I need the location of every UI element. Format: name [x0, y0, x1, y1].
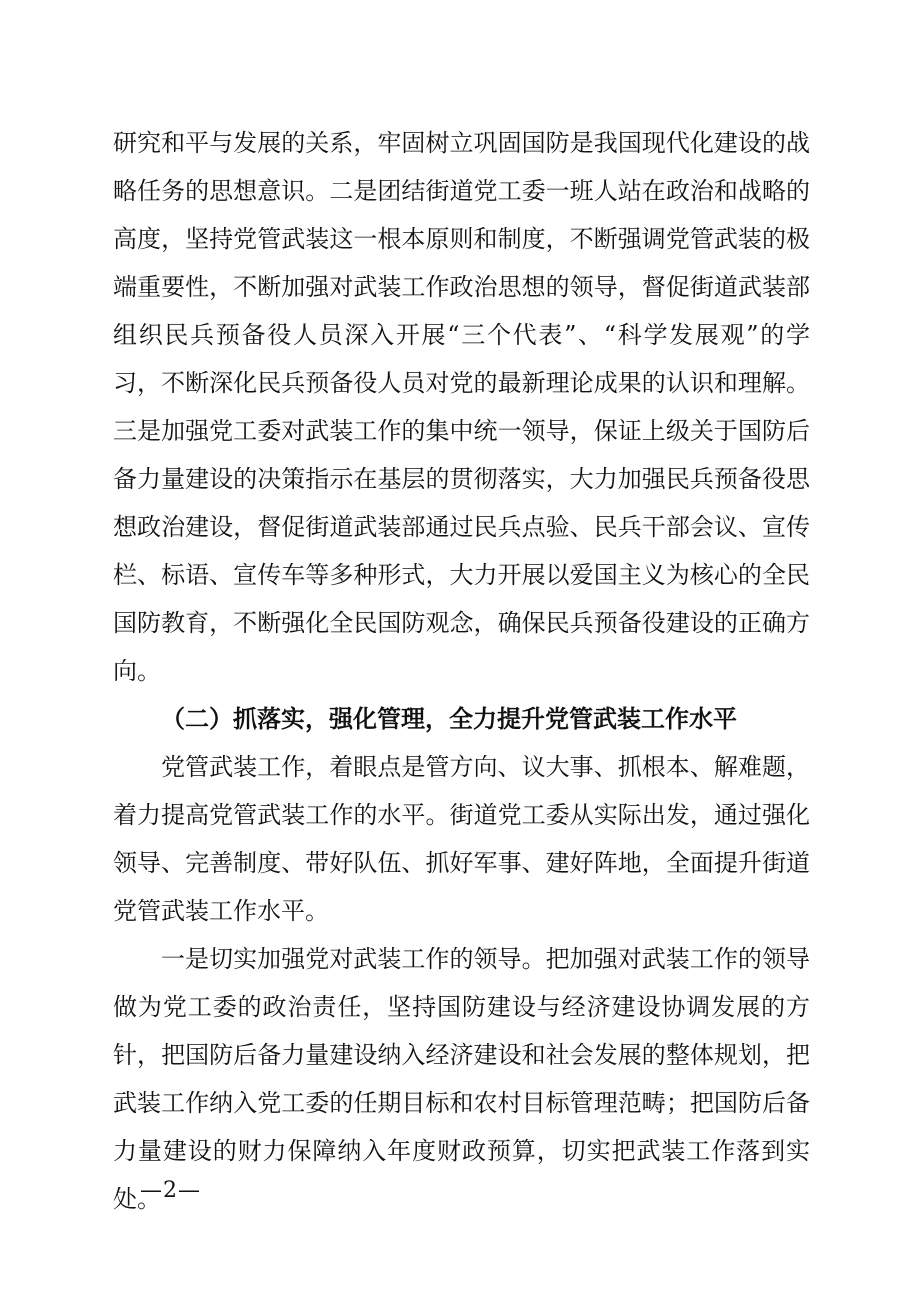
paragraph-continuation: 研究和平与发展的关系，牢固树立巩固国防是我国现代化建设的战略任务的思想意识。二是团结街道党工委一班人站在政治和战略的高度，坚持党管武装这一根本原则和制度，不断强调党管武装的极端重要性，不断加强对武装工作政治思想的领导，督促街道武装部组织民兵预备役人员深入开展“三个代表”、“科学发展观”的学习，不断深化民兵预备役人员对党的最新理论成果的认识和理解。三是加强党工委对武装工作的集中统一领导，保证上级关于国防后备力量建设的决策指示在基层的贯彻落实，大力加强民兵预备役思想政治建设，督促街道武装部通过民兵点验、民兵干部会议、宣传栏、标语、宣传车等多种形式，大力开展以爱国主义为核心的全民国防教育，不断强化全民国防观念，确保民兵预备役建设的正确方向。 [113, 129, 810, 685]
page-number: —2— [140, 1178, 201, 1203]
section-heading: （二）抓落实，强化管理，全力提升党管武装工作水平 [161, 705, 737, 733]
document-body [113, 119, 810, 1223]
paragraph-body: 党管武装工作，着眼点是管方向、议大事、抓根本、解难题，着力提高党管武装工作的水平。街道党工委从实际出发，通过强化领导、完善制度、带好队伍、抓好军事、建好阵地，全面提升街道党管武装工作水平。 [113, 753, 810, 925]
paragraph-body: 一是切实加强党对武装工作的领导。把加强对武装工作的领导做为党工委的政治责任，坚持国防建设与经济建设协调发展的方针，把国防后备力量建设纳入经济建设和社会发展的整体规划，把武装工作纳入党工委的任期目标和农村目标管理范畴；把国防后备力量建设的财力保障纳入年度财政预算，切实把武装工作落到实处。 [113, 945, 810, 1213]
